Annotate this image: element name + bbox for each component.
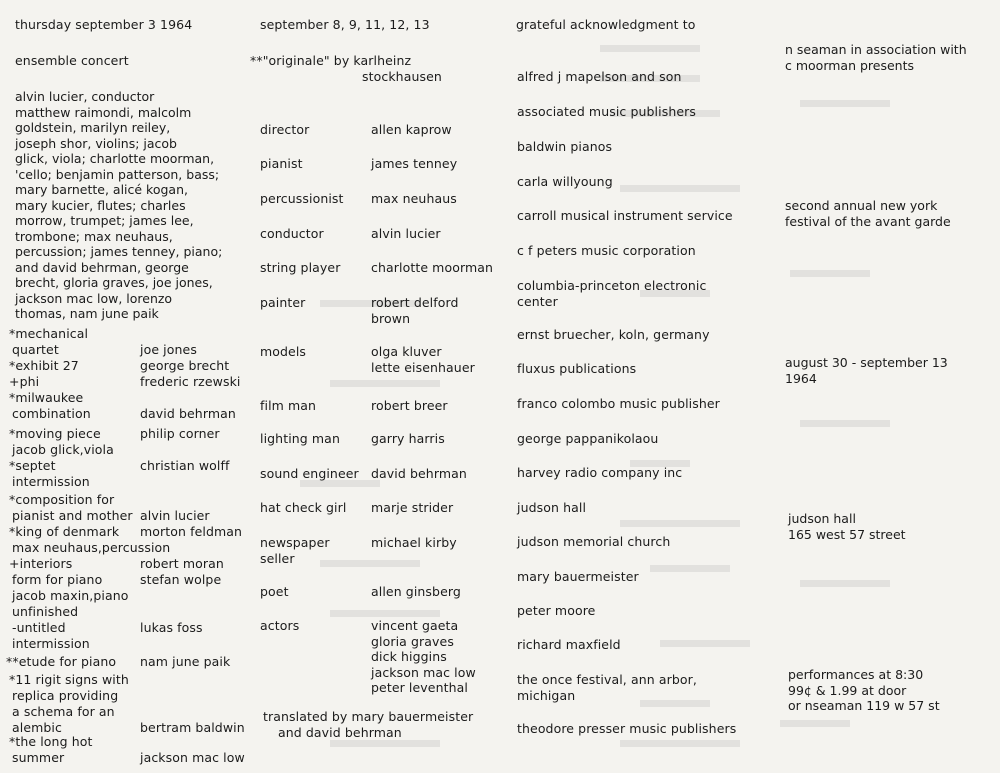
program-title-line: *moving piece [9,426,101,441]
program-title-line: jacob maxin,piano [12,588,129,603]
cast-name: vincent gaeta [371,618,459,633]
program-composer: nam june paik [140,654,231,669]
ensemble-personnel [15,89,222,322]
acknowledgment-item: alfred j mapelson and son [517,69,682,84]
cast-name: michael kirby [371,535,457,550]
program-composer: george brecht [140,358,230,373]
personnel-line: morrow, trumpet; james lee, [15,213,194,228]
venue-name: judson hall [788,511,856,526]
acknowledgment-item: fluxus publications [517,361,637,376]
program-title-line: *exhibit 27 [9,358,79,373]
program-composer: joe jones [140,342,197,357]
cast-name: lette eisenhauer [371,359,475,375]
program-title-line: *composition for [9,492,115,507]
personnel-line: glick, viola; charlotte moorman, [15,151,215,166]
originale-title: **"originale" by karlheinz [250,53,412,68]
show-through-mark [790,270,870,277]
cast-role: percussionist [260,191,344,206]
cast-role: director [260,122,310,137]
performance-line: performances at 8:30 [788,667,924,682]
show-through-mark [330,380,440,387]
program-title-line: *the long hot [9,734,93,749]
show-through-mark [640,700,710,707]
acknowledgment-item: the once festival, ann arbor, [517,672,697,687]
program-title-line: *milwaukee [9,390,84,405]
program-title-line: replica providing [12,688,119,703]
cast-name: garry harris [371,431,445,446]
performance-line: 99¢ & 1.99 at door [788,682,907,698]
program-title-line: unfinished [12,604,79,619]
program-title-line: +phi [9,374,40,389]
program-title-line: *septet [9,458,56,473]
program-composer: jackson mac low [140,750,245,765]
festival-line: festival of the avant garde [785,213,951,229]
cast-role: hat check girl [260,500,347,515]
personnel-line: matthew raimondi, malcolm [15,104,192,120]
acknowledgment-item: ernst bruecher, koln, germany [517,327,710,342]
cast-name: allen kaprow [371,122,452,137]
cast-name: olga kluver [371,344,442,359]
translation-credit-1: translated by mary bauermeister [263,709,474,724]
acknowledgment-item: michigan [517,687,576,703]
cast-role: seller [260,551,295,566]
show-through-mark [320,560,420,567]
program-title-line: summer [12,750,65,765]
show-through-mark [620,185,740,192]
cast-role: poet [260,584,289,599]
cast-name: robert delford [371,295,459,310]
cast-name: max neuhaus [371,191,457,206]
translation-credit-2: and david behrman [278,725,402,740]
program-composer: philip corner [140,426,220,441]
dates-line: august 30 - september 13 [785,355,948,370]
personnel-line: alvin lucier, conductor [15,89,155,104]
acknowledgment-item: c f peters music corporation [517,243,696,258]
show-through-mark [330,740,440,747]
cast-name: brown [371,310,411,326]
cast-name: allen ginsberg [371,584,461,599]
program-composer: alvin lucier [140,508,210,523]
personnel-line: goldstein, marilyn reiley, [15,120,171,135]
acknowledgment-item: theodore presser music publishers [517,721,737,736]
show-through-mark [330,610,440,617]
cast-role: conductor [260,226,324,241]
program-title-line: intermission [12,474,90,489]
performance-info [788,667,940,714]
program-composer: bertram baldwin [140,720,245,735]
program-title-line: quartet [12,342,59,357]
program-title-line: intermission [12,636,90,651]
originale-dates: september 8, 9, 11, 12, 13 [260,17,430,32]
acknowledgment-item: carroll musical instrument service [517,208,733,223]
cast-name: alvin lucier [371,226,441,241]
cast-name: dick higgins [371,649,447,664]
cast-role: string player [260,260,341,275]
acknowledgment-item: judson hall [517,500,587,515]
show-through-mark [650,565,730,572]
personnel-line: jackson mac low, lorenzo [15,290,173,306]
cast-name: david behrman [371,466,467,481]
dates-line: 1964 [785,370,817,386]
cast-role: lighting man [260,431,340,446]
acknowledgment-item: franco colombo music publisher [517,396,720,411]
cast-role: film man [260,398,317,413]
festival-line: second annual new york [785,198,938,213]
show-through-mark [620,520,740,527]
show-through-mark [800,580,890,587]
personnel-line: thomas, nam june paik [15,306,159,321]
cast-role: pianist [260,156,303,171]
program-title-line: max neuhaus,percussion [12,540,171,555]
program-composer: lukas foss [140,620,203,635]
cast-role: actors [260,618,300,633]
program-title-line: *king of denmark [9,524,120,539]
program-title-line: a schema for an [12,704,115,719]
program-composer: christian wolff [140,458,230,473]
originale-composer: stockhausen [362,69,442,84]
presenter-block [785,42,967,73]
acknowledgment-item: columbia-princeton electronic [517,278,707,293]
show-through-mark [620,740,740,747]
program-title-line: alembic [12,720,62,735]
program-title-line: combination [12,406,91,421]
personnel-line: percussion; james tenney, piano; [15,244,223,259]
acknowledgment-item: mary bauermeister [517,569,639,584]
acknowledgment-heading: grateful acknowledgment to [516,17,696,32]
acknowledgment-item: center [517,293,558,309]
cast-name: james tenney [371,156,458,171]
acknowledgment-item: peter moore [517,603,596,618]
program-composer: robert moran [140,556,224,571]
acknowledgment-item: richard maxfield [517,637,621,652]
acknowledgment-item: george pappanikolaou [517,431,659,446]
cast-name: robert breer [371,398,448,413]
acknowledgment-item: carla willyoung [517,174,613,189]
acknowledgment-item: associated music publishers [517,104,696,119]
program-title-line: jacob glick,viola [12,442,114,457]
show-through-mark [800,100,890,107]
program-title-line: *11 rigit signs with [9,672,129,687]
cast-name: gloria graves [371,633,454,649]
personnel-line: brecht, gloria graves, joe jones, [15,275,213,290]
show-through-mark [660,640,750,647]
personnel-line: and david behrman, george [15,259,189,275]
program-title-line: **etude for piano [6,654,117,669]
cast-name: peter leventhal [371,680,468,695]
acknowledgment-item: baldwin pianos [517,139,613,154]
program-composer: frederic rzewski [140,374,241,389]
cast-name: jackson mac low [371,664,476,680]
personnel-line: 'cello; benjamin patterson, bass; [15,166,220,182]
program-composer: stefan wolpe [140,572,222,587]
personnel-line: mary barnette, alicé kogan, [15,182,188,197]
performance-line: or nseaman 119 w 57 st [788,698,940,713]
cast-role: newspaper [260,535,330,550]
cast-name: marje strider [371,500,454,515]
concert-date: thursday september 3 1964 [15,17,193,32]
festival-dates [785,355,948,386]
personnel-line: mary kucier, flutes; charles [15,197,186,213]
festival-title [785,198,951,229]
show-through-mark [800,420,890,427]
program-title-line: *mechanical [9,326,89,341]
show-through-mark [780,720,850,727]
cast-role: sound engineer [260,466,359,481]
program-title-line: form for piano [12,572,103,587]
acknowledgment-item: harvey radio company inc [517,465,683,480]
show-through-mark [600,45,700,52]
program-title-line: pianist and mother [12,508,133,523]
cast-name: charlotte moorman [371,260,494,275]
venue-address: 165 west 57 street [788,526,906,542]
program-title-line: -untitled [12,620,66,635]
program-composer: david behrman [140,406,236,421]
personnel-line: joseph shor, violins; jacob [15,135,177,151]
program-composer: morton feldman [140,524,243,539]
cast-role: painter [260,295,306,310]
concert-title: ensemble concert [15,53,129,68]
program-title-line: +interiors [9,556,73,571]
venue [788,511,906,542]
personnel-line: trombone; max neuhaus, [15,228,173,244]
presenter-line: n seaman in association with [785,42,967,57]
presenter-line: c moorman presents [785,57,914,73]
cast-role: models [260,344,307,359]
acknowledgment-item: judson memorial church [517,534,671,549]
